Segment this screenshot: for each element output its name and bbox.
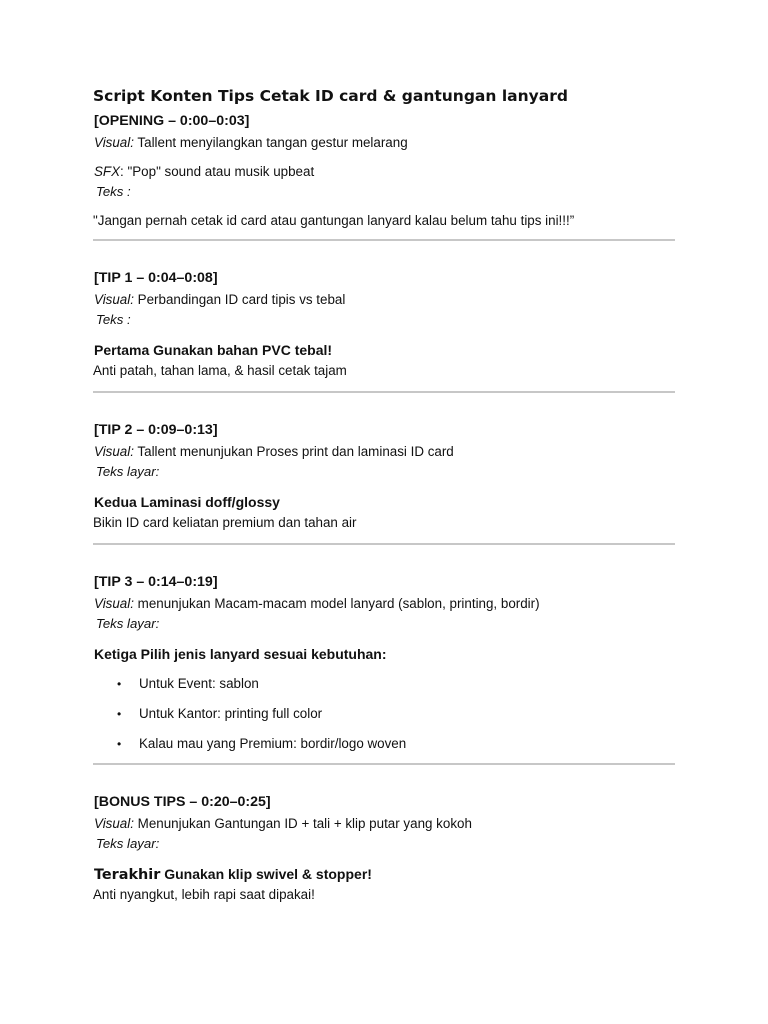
divider bbox=[93, 763, 675, 765]
section-tip-2 bbox=[93, 419, 675, 545]
visual-label: Visual: bbox=[94, 596, 134, 611]
section-header bbox=[93, 267, 675, 289]
sfx-line bbox=[93, 161, 675, 182]
section-header-label: [TIP 3 – 0:14–0:19] bbox=[94, 574, 218, 590]
teks-label: Teks layar: bbox=[96, 464, 160, 479]
list-item bbox=[93, 729, 675, 759]
visual-text: menunjukan Macam-macam model lanyard (sablon, printing, bordir) bbox=[133, 596, 540, 611]
visual-text: Tallent menyilangkan tangan gestur melarang bbox=[133, 135, 408, 150]
teks-label: Teks layar: bbox=[96, 836, 160, 851]
section-header-label: [TIP 2 – 0:09–0:13] bbox=[94, 422, 218, 438]
section-header bbox=[93, 419, 675, 441]
section-header-label: [BONUS TIPS – 0:20–0:25] bbox=[94, 794, 271, 810]
section-header bbox=[93, 791, 675, 813]
section-header-label: [OPENING – 0:00–0:03] bbox=[94, 113, 250, 129]
section-bonus-tips bbox=[93, 791, 675, 905]
visual-label: Visual: bbox=[94, 816, 134, 831]
tip-callout-text: Ketiga Pilih jenis lanyard sesuai kebutuhan: bbox=[94, 646, 387, 662]
divider bbox=[93, 543, 675, 545]
tip-callout-text: Gunakan klip swivel & stopper! bbox=[160, 866, 372, 882]
tip-body bbox=[93, 361, 675, 381]
tip-callout-lead: Terakhir bbox=[94, 867, 161, 883]
visual-label: Visual: bbox=[94, 135, 134, 150]
tip-callout bbox=[93, 643, 675, 665]
bullet-dot: • bbox=[117, 737, 122, 751]
tip-callout-text: Kedua Laminasi doff/glossy bbox=[94, 494, 280, 510]
section-header-label: [TIP 1 – 0:04–0:08] bbox=[94, 270, 218, 286]
tip-body-text: Bikin ID card keliatan premium dan tahan air bbox=[93, 515, 357, 530]
teks-label: Teks : bbox=[96, 184, 131, 199]
list-item-text: Untuk Event: sablon bbox=[139, 676, 259, 691]
visual-label: Visual: bbox=[94, 292, 134, 307]
divider bbox=[93, 239, 675, 241]
tip-body-text: Anti patah, tahan lama, & hasil cetak tajam bbox=[93, 363, 347, 378]
visual-line bbox=[93, 813, 675, 834]
tip-callout bbox=[93, 339, 675, 361]
section-tip-1 bbox=[93, 267, 675, 393]
bullet-dot: • bbox=[117, 707, 122, 721]
visual-line bbox=[93, 289, 675, 310]
sfx-text: : "Pop" sound atau musik upbeat bbox=[120, 164, 315, 179]
section-opening bbox=[93, 110, 675, 241]
teks-label: Teks layar: bbox=[96, 616, 160, 631]
list-item bbox=[93, 699, 675, 729]
tip-body-text: Anti nyangkut, lebih rapi saat dipakai! bbox=[93, 887, 315, 902]
divider bbox=[93, 391, 675, 393]
visual-text: Perbandingan ID card tipis vs tebal bbox=[133, 292, 346, 307]
lanyard-type-list bbox=[93, 669, 675, 759]
section-tip-3 bbox=[93, 571, 675, 765]
list-item-text: Untuk Kantor: printing full color bbox=[139, 706, 323, 721]
sfx-label: SFX bbox=[94, 164, 121, 179]
bullet-dot: • bbox=[117, 677, 122, 691]
tip-callout bbox=[93, 863, 675, 885]
opening-quote: "Jangan pernah cetak id card atau gantungan lanyard kalau belum tahu tips ini!!!” bbox=[93, 213, 575, 228]
section-header bbox=[93, 571, 675, 593]
list-item-text: Kalau mau yang Premium: bordir/logo woven bbox=[139, 736, 407, 751]
document-title: Script Konten Tips Cetak ID card & gantungan lanyard bbox=[93, 87, 568, 105]
visual-text: Menunjukan Gantungan ID + tali + klip putar yang kokoh bbox=[133, 816, 472, 831]
teks-label: Teks : bbox=[96, 312, 131, 327]
visual-label: Visual: bbox=[94, 444, 134, 459]
list-item bbox=[93, 669, 675, 699]
tip-body bbox=[93, 513, 675, 533]
visual-line bbox=[93, 441, 675, 462]
tip-callout bbox=[93, 491, 675, 513]
tip-callout-text: Pertama Gunakan bahan PVC tebal! bbox=[94, 342, 333, 358]
section-header bbox=[93, 110, 675, 132]
document-page bbox=[93, 82, 675, 905]
visual-line bbox=[93, 132, 675, 153]
visual-text: Tallent menunjukan Proses print dan laminasi ID card bbox=[133, 444, 454, 459]
visual-line bbox=[93, 593, 675, 614]
tip-body bbox=[93, 885, 675, 905]
